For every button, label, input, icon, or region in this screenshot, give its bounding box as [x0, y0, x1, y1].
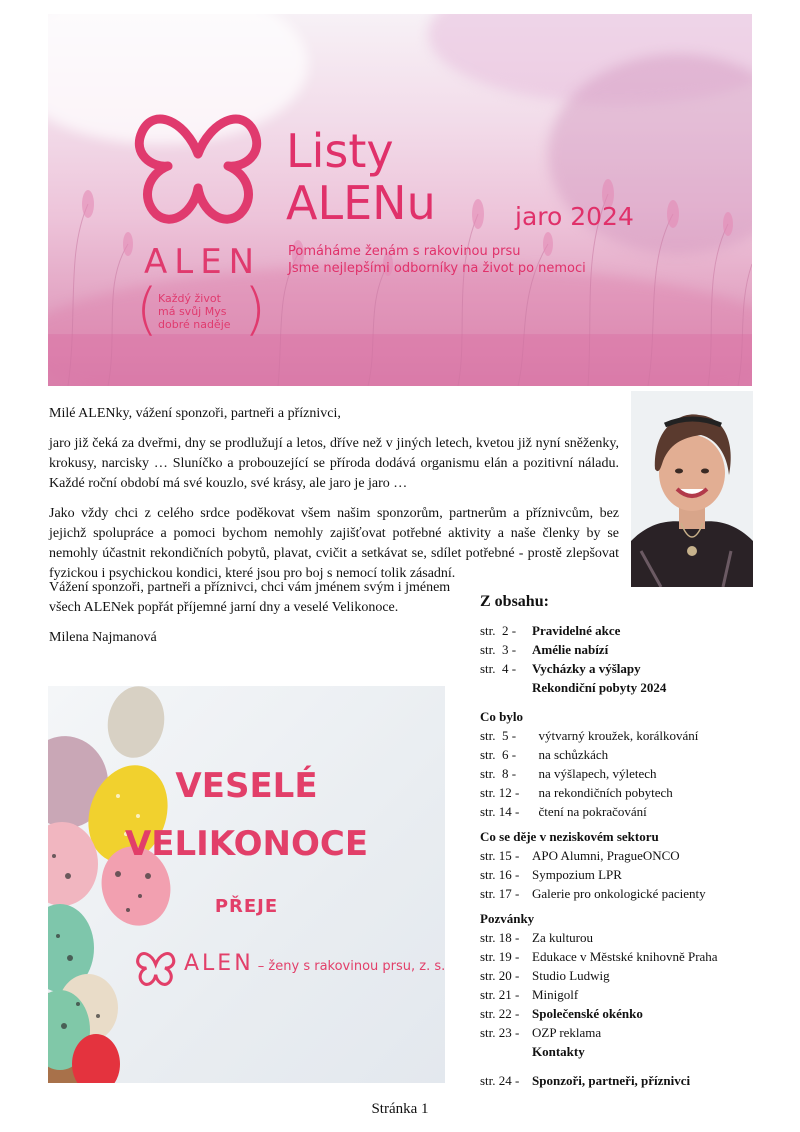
motto-line: Každý život	[158, 292, 221, 305]
toc-page: str. 15 -	[480, 848, 520, 863]
toc-item[interactable]	[480, 846, 780, 865]
newsletter-title-line1: Listy	[286, 124, 394, 178]
easter-eggs-illustration	[48, 686, 445, 1083]
logo-wordmark: ALEN	[144, 242, 262, 282]
toc-item[interactable]	[480, 947, 780, 966]
letter-signature: Milena Najmanová	[49, 630, 157, 645]
toc-item[interactable]	[480, 928, 780, 947]
easter-greeting-card	[48, 686, 445, 1083]
easter-title-line2: VELIKONOCE	[124, 824, 369, 864]
toc-text: Galerie pro onkologické pacienty	[532, 886, 706, 901]
toc-title: Z obsahu:	[480, 593, 549, 610]
toc-page: str. 2 -	[480, 623, 517, 638]
toc-page: str. 16 -	[480, 867, 520, 882]
toc-page: str. 17 -	[480, 886, 520, 901]
tagline-line: Jsme nejlepšími odborníky na život po nemoci	[288, 261, 586, 276]
toc-page: str. 19 -	[480, 949, 520, 964]
motto-line: má svůj Mys	[158, 305, 227, 318]
toc-text: Sympozium LPR	[532, 867, 622, 882]
newsletter-title-line2: ALENu	[286, 176, 436, 230]
toc-section-heading: Co bylo	[480, 709, 523, 724]
toc-item[interactable]	[480, 659, 780, 678]
toc-item[interactable]	[480, 884, 780, 903]
toc-item[interactable]	[480, 1071, 780, 1090]
toc-item-continued[interactable]: Kontakty	[532, 1044, 585, 1059]
toc-text: Studio Ludwig	[532, 968, 610, 983]
table-of-contents	[480, 592, 780, 1090]
toc-item-continued[interactable]: Rekondiční pobyty 2024	[532, 680, 667, 695]
toc-text: výtvarný kroužek, korálkování	[532, 728, 699, 743]
tagline-line: Pomáháme ženám s rakovinou prsu	[288, 244, 521, 259]
toc-page: str. 14 -	[480, 804, 520, 819]
letter-paragraph: Jako vždy chci z celého srdce poděkovat všem našim sponzorům, partnerům a příznivcům, bez jejichž spolupráce a pomoci bychom nemohly zajišťovat potřebné aktivity a naše členky by se nemohly účastnit rekondičních pobytů, plavat, cvičit a setkávat se, sdílet potřebné - prostě zlepšovat fyzickou i psychickou kondici, které jsou pro boj s nemocí tolik zásadní.	[49, 506, 619, 581]
toc-text: Sponzoři, partneři, příznivci	[532, 1073, 691, 1088]
letter-greeting: Milé ALENky, vážení sponzoři, partneři a příznivci,	[49, 406, 341, 421]
toc-section-heading: Co se děje v neziskovém sektoru	[480, 829, 659, 844]
toc-page: str. 23 -	[480, 1025, 520, 1040]
alen-butterfly-logo-icon	[134, 102, 264, 230]
author-photo	[631, 391, 753, 587]
letter-paragraph: jaro již čeká za dveřmi, dny se prodlužují a letos, dříve než v jiných letech, kvetou již nyní sněženky, krokusy, narcisky … Sluníčko a probouzející se příroda dodává organismu elán a pozitivní náladu. Každé roční období má své kouzlo, své krásy, ale jaro je jaro …	[49, 436, 619, 491]
toc-text: Amélie nabízí	[532, 642, 609, 657]
toc-item[interactable]	[480, 621, 780, 640]
toc-text: na výšlapech, výletech	[532, 766, 657, 781]
toc-item[interactable]	[480, 865, 780, 884]
easter-org-line	[184, 951, 445, 976]
toc-page: str. 5 -	[480, 728, 517, 743]
toc-page: str. 8 -	[480, 766, 517, 781]
toc-page: str. 3 -	[480, 642, 517, 657]
logo-paren-left: (	[136, 277, 158, 342]
toc-item[interactable]	[480, 1023, 780, 1042]
toc-page: str. 12 -	[480, 785, 520, 800]
toc-text: Pravidelné akce	[532, 623, 621, 638]
toc-text: OZP reklama	[532, 1025, 602, 1040]
toc-page: str. 22 -	[480, 1006, 520, 1021]
toc-item[interactable]	[480, 783, 780, 802]
toc-item[interactable]	[480, 745, 780, 764]
toc-item[interactable]	[480, 764, 780, 783]
toc-text: na rekondičních pobytech	[532, 785, 673, 800]
toc-text: Vycházky a výšlapy	[532, 661, 641, 676]
toc-item[interactable]	[480, 966, 780, 985]
issue-season: jaro 2024	[515, 202, 634, 231]
tagline	[288, 243, 586, 277]
toc-page: str. 21 -	[480, 987, 520, 1002]
toc-text: na schůzkách	[532, 747, 609, 762]
toc-page: str. 18 -	[480, 930, 520, 945]
toc-item[interactable]	[480, 1004, 780, 1023]
toc-page: str. 6 -	[480, 747, 517, 762]
toc-item[interactable]	[480, 640, 780, 659]
author-portrait-image	[631, 391, 753, 587]
easter-org-desc: – ženy s rakovinou prsu, z. s.	[253, 959, 445, 974]
toc-item[interactable]	[480, 726, 780, 745]
toc-text: APO Alumni, PragueONCO	[532, 848, 680, 863]
logo-motto	[158, 292, 231, 331]
page-number: Stránka 1	[371, 1101, 429, 1117]
letter-paragraph: Vážení sponzoři, partneři a příznivci, chci vám jménem svým i jménem všech ALENek popřát příjemné jarní dny a veselé Velikonoce.	[49, 580, 451, 615]
toc-section-heading: Pozvánky	[480, 911, 535, 926]
toc-text: čtení na pokračování	[532, 804, 647, 819]
toc-text: Za kulturou	[532, 930, 594, 945]
easter-wishes: PŘEJE	[214, 896, 279, 917]
header-banner	[48, 14, 752, 386]
toc-item[interactable]	[480, 985, 780, 1004]
toc-page: str. 4 -	[480, 661, 517, 676]
alen-butterfly-logo-icon	[136, 948, 176, 988]
logo-paren-right: )	[244, 277, 266, 342]
letter-closing	[49, 578, 459, 658]
motto-line: dobré naděje	[158, 318, 231, 331]
toc-page: str. 24 -	[480, 1073, 520, 1088]
toc-item[interactable]	[480, 802, 780, 821]
easter-title-line1: VESELÉ	[175, 766, 318, 806]
editorial-letter	[49, 404, 619, 594]
toc-text: Edukace v Městské knihovně Praha	[532, 949, 718, 964]
toc-text: Minigolf	[532, 987, 579, 1002]
toc-page: str. 20 -	[480, 968, 520, 983]
toc-text: Společenské okénko	[532, 1006, 643, 1021]
easter-org-name: ALEN	[184, 951, 254, 976]
